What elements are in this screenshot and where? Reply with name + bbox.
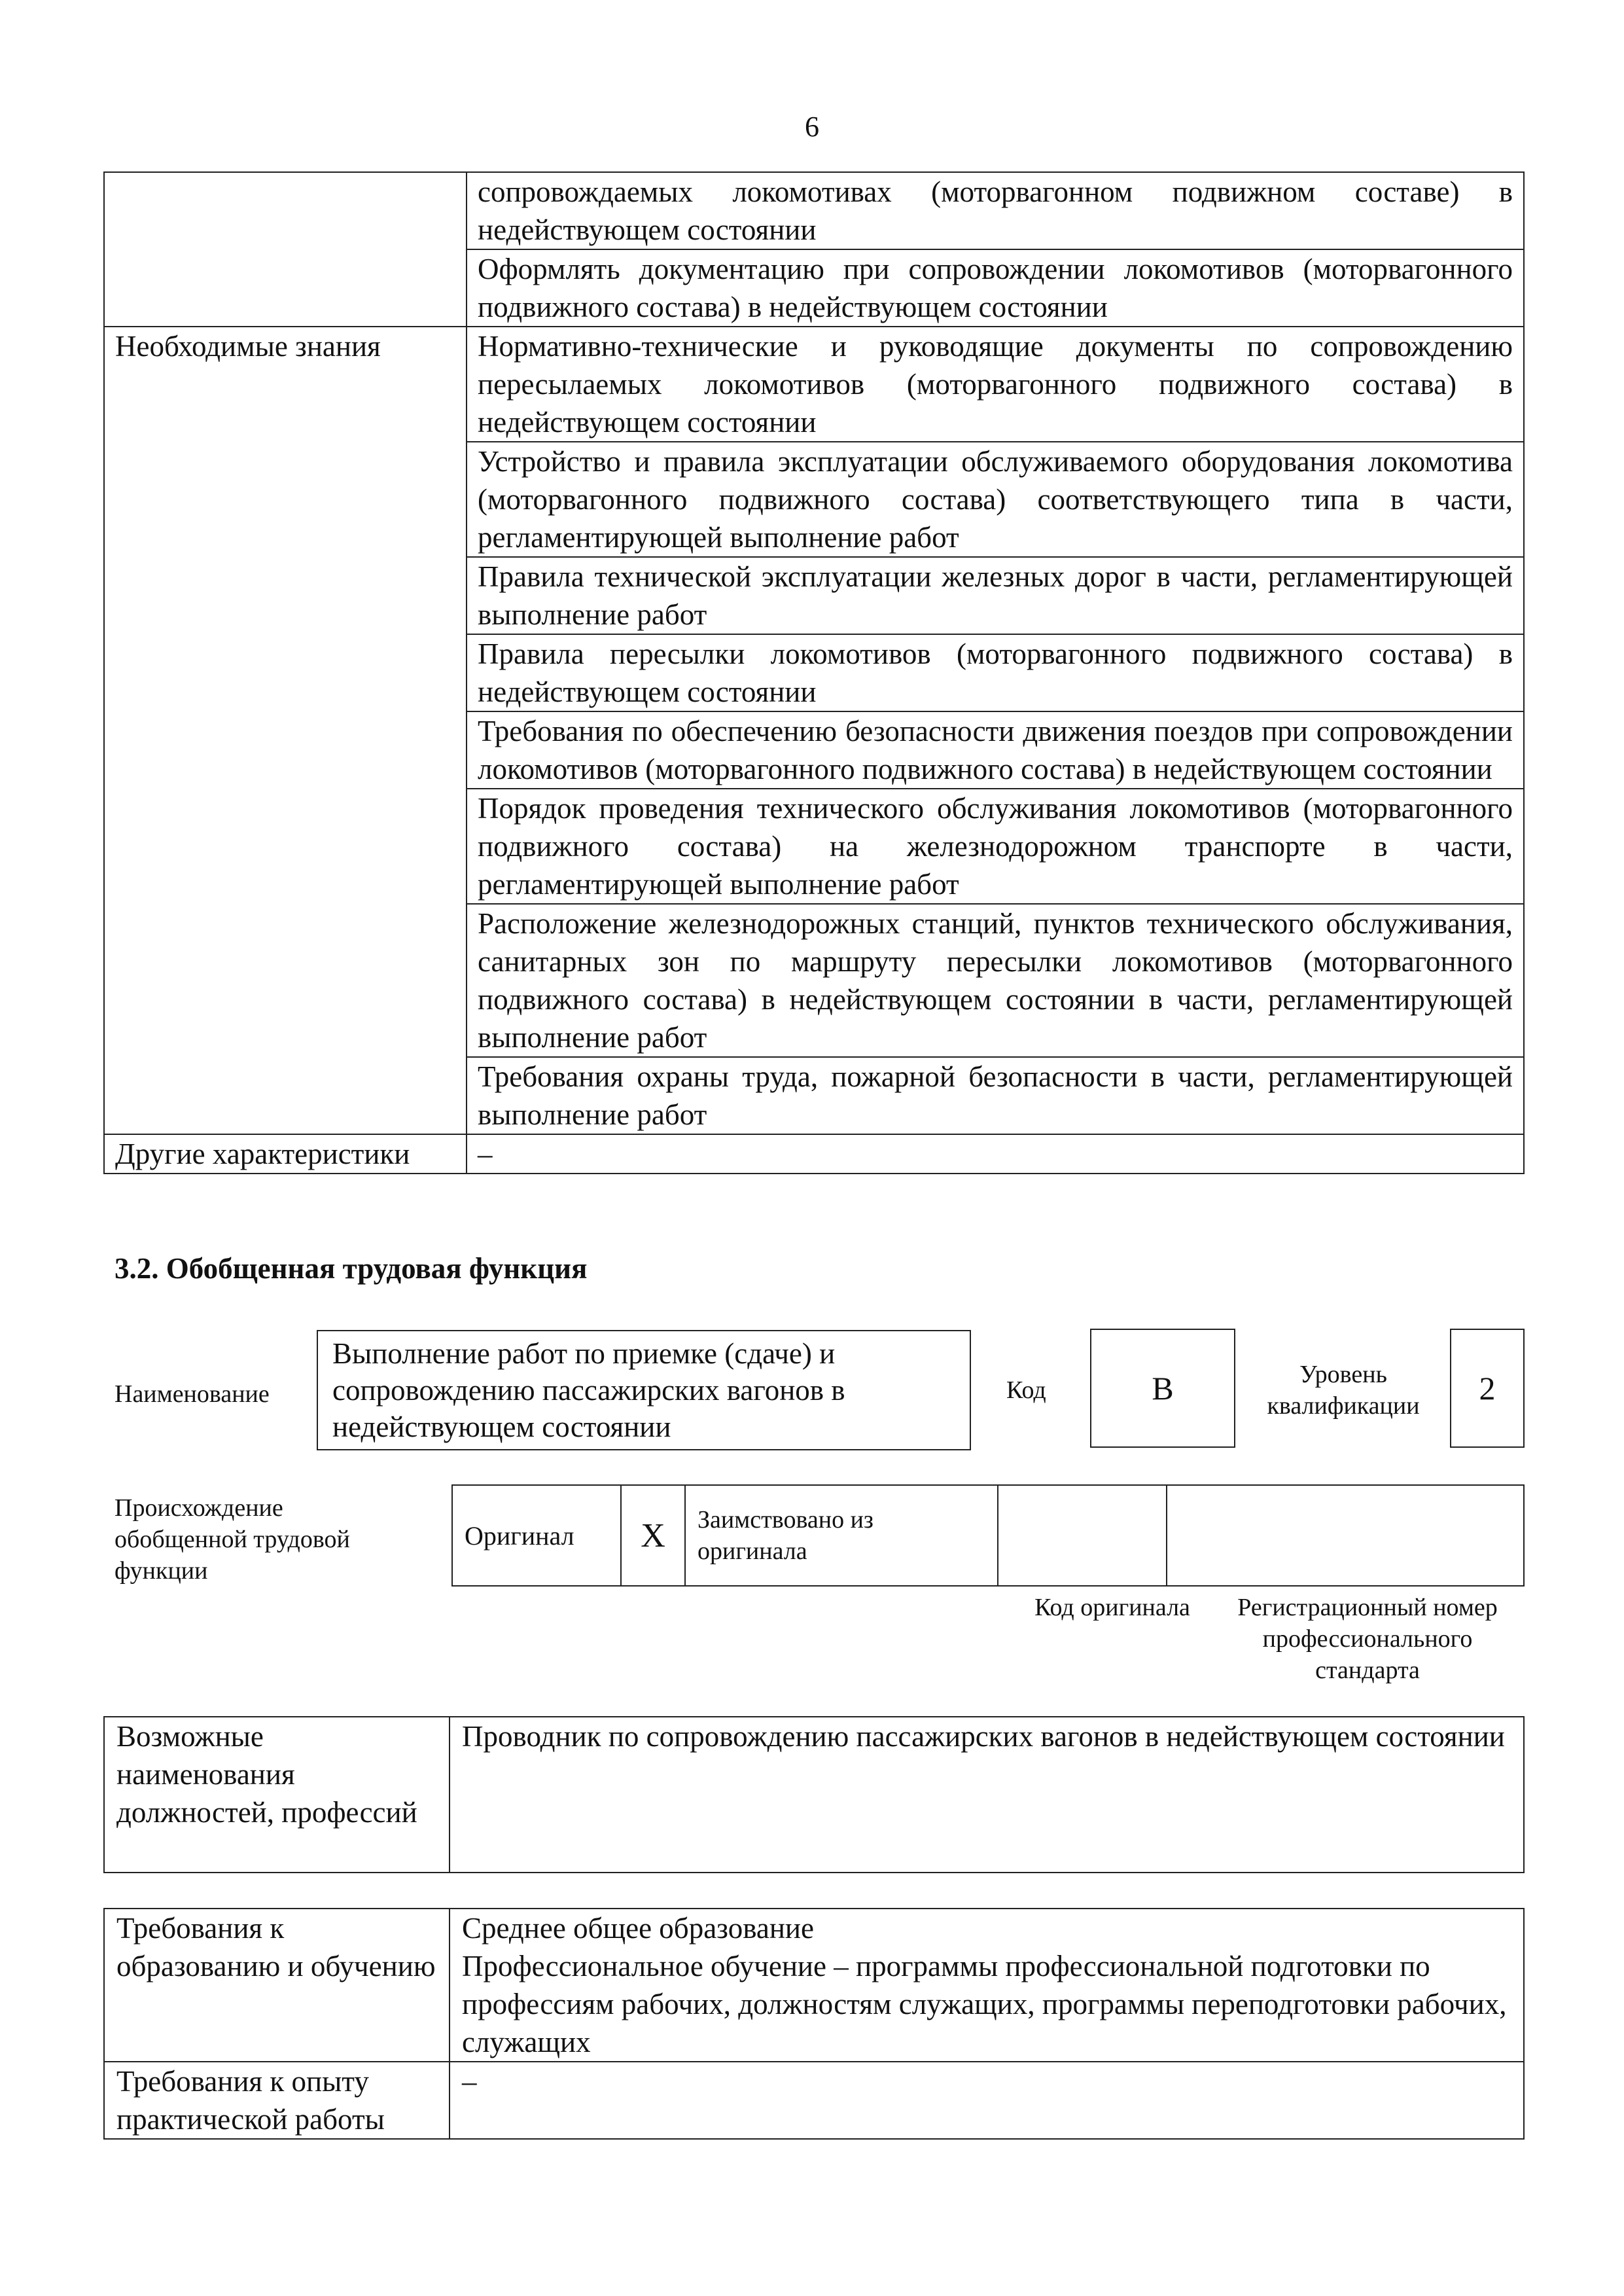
table-row bbox=[104, 1134, 1524, 1174]
level-label: Уровень квалификации bbox=[1267, 1361, 1420, 1420]
origin-label: Происхождение обобщенной трудовой функции bbox=[115, 1494, 350, 1585]
code-box bbox=[1090, 1329, 1235, 1448]
skills-knowledge-table bbox=[103, 171, 1525, 1174]
borrowed-label: Заимствовано из оригинала bbox=[685, 1485, 998, 1586]
table-row bbox=[104, 172, 1524, 249]
requirements-table bbox=[103, 1908, 1525, 2140]
section-title: 3.2. Обобщенная трудовая функция bbox=[115, 1252, 588, 1285]
level-value: 2 bbox=[1479, 1370, 1496, 1407]
positions-value: Проводник по сопровождению пассажирских вагонов в недействующем состоянии bbox=[450, 1717, 1524, 1873]
positions-label: Возможные наименования должностей, профессий bbox=[104, 1717, 450, 1873]
original-code-caption: Код оригинала bbox=[1034, 1594, 1190, 1621]
other-characteristics-value: – bbox=[467, 1134, 1524, 1174]
code-label: Код bbox=[1006, 1376, 1046, 1404]
skill-item: сопровождаемых локомотивах (моторвагонном подвижном составе) в недействующем состоянии bbox=[467, 172, 1524, 249]
education-value bbox=[450, 1909, 1524, 2062]
knowledge-item: Требования по обеспечению безопасности движения поездов при сопровождении локомотивов (моторвагонного подвижного состава) в недействующем состоянии bbox=[467, 711, 1524, 789]
name-label: Наименование bbox=[115, 1380, 270, 1408]
knowledge-item: Правила технической эксплуатации железных дорог в части, регламентирующей выполнение работ bbox=[467, 557, 1524, 634]
level-box bbox=[1450, 1329, 1525, 1448]
education-line: Профессиональное обучение – программы профессиональной подготовки по профессиям рабочих, должностям служащих, программы переподготовки рабочих, служащих bbox=[462, 1950, 1507, 2058]
knowledge-item: Нормативно-технические и руководящие документы по сопровождению пересылаемых локомотивов (моторвагонного подвижного состава) в недействующем состоянии bbox=[467, 327, 1524, 442]
knowledge-item: Требования охраны труда, пожарной безопасности в части, регламентирующей выполнение работ bbox=[467, 1057, 1524, 1134]
function-name: Выполнение работ по приемке (сдаче) и сопровождению пассажирских вагонов в недействующем состоянии bbox=[332, 1337, 845, 1443]
table-row bbox=[104, 1717, 1524, 1873]
experience-label: Требования к опыту практической работы bbox=[104, 2062, 450, 2139]
experience-value: – bbox=[450, 2062, 1524, 2139]
registration-number-cell bbox=[1167, 1485, 1524, 1586]
table-row bbox=[104, 2062, 1524, 2139]
table-row bbox=[452, 1485, 1524, 1586]
table-row bbox=[104, 1909, 1524, 2062]
knowledge-item: Правила пересылки локомотивов (моторвагонного подвижного состава) в недействующем состоянии bbox=[467, 634, 1524, 711]
original-label: Оригинал bbox=[452, 1485, 621, 1586]
code-value: В bbox=[1152, 1370, 1174, 1407]
positions-table bbox=[103, 1716, 1525, 1873]
empty-label-cell bbox=[104, 172, 467, 327]
original-code-cell bbox=[998, 1485, 1167, 1586]
function-name-box bbox=[317, 1330, 971, 1450]
education-label: Требования к образованию и обучению bbox=[104, 1909, 450, 2062]
knowledge-label: Необходимые знания bbox=[104, 327, 467, 1134]
other-characteristics-label: Другие характеристики bbox=[104, 1134, 467, 1174]
skill-item: Оформлять документацию при сопровождении локомотивов (моторвагонного подвижного состава) в недействующем состоянии bbox=[467, 249, 1524, 327]
page-number: 6 bbox=[805, 111, 819, 143]
registration-number-caption: Регистрационный номер профессионального стандарта bbox=[1237, 1594, 1498, 1684]
education-line: Среднее общее образование bbox=[462, 1912, 814, 1945]
table-row bbox=[104, 327, 1524, 442]
knowledge-item: Порядок проведения технического обслуживания локомотивов (моторвагонного подвижного состава) на железнодорожном транспорте в части, регламентирующей выполнение работ bbox=[467, 789, 1524, 904]
knowledge-item: Устройство и правила эксплуатации обслуживаемого оборудования локомотива (моторвагонного подвижного состава) соответствующего типа в части, регламентирующей выполнение работ bbox=[467, 442, 1524, 557]
knowledge-item: Расположение железнодорожных станций, пунктов технического обслуживания, санитарных зон по маршруту пересылки локомотивов (моторвагонного подвижного состава) в недействующем состоянии в части, регламентирующей выполнение работ bbox=[467, 904, 1524, 1057]
original-mark: Х bbox=[621, 1485, 685, 1586]
origin-table bbox=[451, 1484, 1525, 1587]
